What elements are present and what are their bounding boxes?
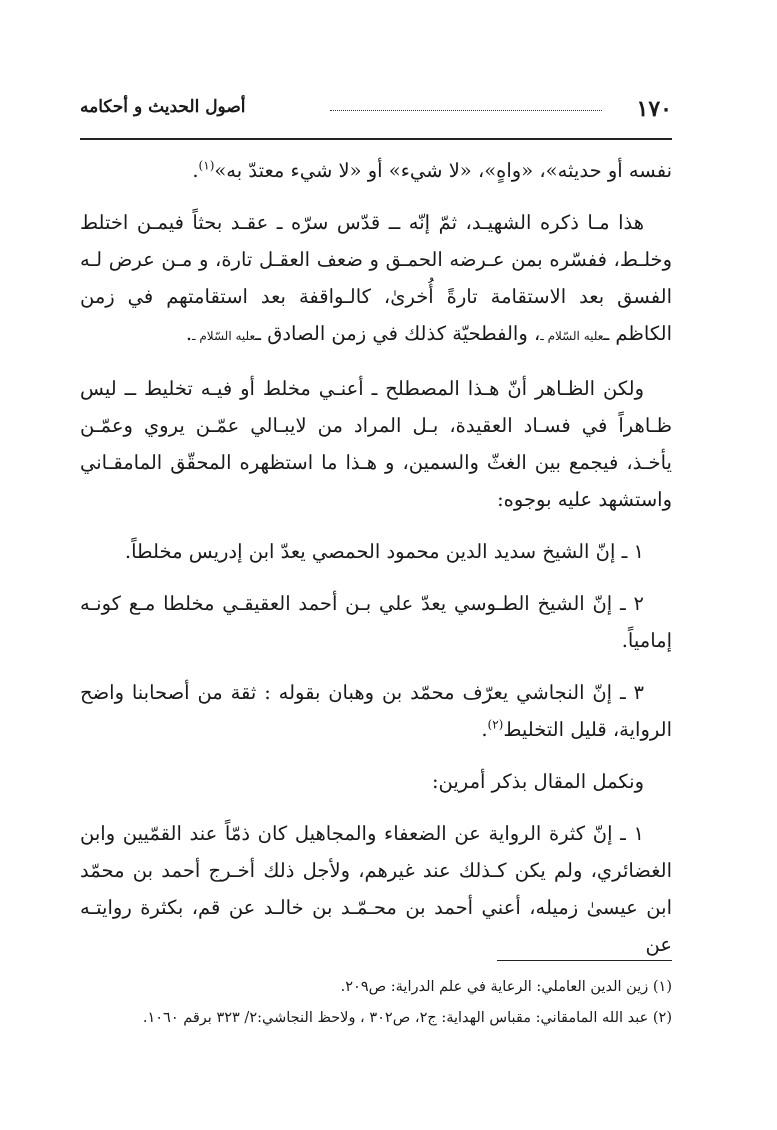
- footnote-rule: [497, 960, 672, 961]
- running-title: أصول الحديث و أحكامه: [80, 97, 246, 117]
- list-item-2: ٢ ـ إنّ الشيخ الطـوسي يعدّ علي بـن أحمد العقيقـي مخلطا مـع كونـه إمامياً.: [80, 592, 672, 652]
- footnotes: [80, 972, 672, 1034]
- footnote-marker-1[interactable]: (١): [198, 158, 215, 173]
- main-text: [80, 152, 672, 978]
- paragraph-3: ولكن الظـاهر أنّ هـذا المصطلح ـ أعنـي مخلط أو فيـه تخليط ــ ليس ظـاهراً في فسـاد العقيدة، بـل المراد من لايبـالي عمّـن يروي وعمّـن يأخـذ، فيجمع بين الغثّ والسمين، و هـذا ما استظهره المحقّق المامقـاني واستشهد عليه بوجوه:: [80, 377, 672, 511]
- paragraph-2-text: هذا مـا ذكره الشهيـد، ثمّ إنّه ــ قدّس سرّه ـ عقـد بحثاً فيمـن اختلط وخلـط، ففسّره بمن عـرضه الحمـق و ضعف العقـل تارة، و مـن عرض لـه الفسق بعد الاستقامة تارةً أُخرىٰ، كالـواقفة بعد استقامتهم في زمن الكاظم ـ: [80, 211, 672, 345]
- paragraph-5: ١ ـ إنّ كثرة الرواية عن الضعفاء والمجاهيل كان ذمّاً عند القمّيين وابن الغضائري، ولم يكن كـذلك عند غيرهم، ولأجل ذلك أخـرج أحمد بن محمّد ابن عيسىٰ زميله، أعني أحمد بن محـمّـد بن خالـد عن قم، بكثرة روايتـه عن: [80, 822, 672, 956]
- paragraph-2-middle: ، والفطحيّة كذلك في زمن الصادق ـ: [255, 322, 541, 345]
- footnote-1: (١) زين الدين العاملي: الرعاية في علم الدراية: ص٢٠٩.: [340, 979, 672, 995]
- list-item-3-text: ٣ ـ إنّ النجاشي يعرّف محمّد بن وهبان بقوله : ثقة من أصحابنا واضح الرواية، قليل التخليط: [80, 681, 672, 741]
- header-dotted-leader: [330, 110, 602, 111]
- list-item-3-tail: .: [481, 718, 488, 741]
- header-rule: [80, 138, 672, 140]
- list-item-3: [80, 674, 672, 748]
- list-item-1: ١ ـ إنّ الشيخ سديد الدين محمود الحمصي يعدّ ابن إدريس مخلطاً.: [124, 540, 644, 563]
- honorific-2: عليه السّلام ـ: [192, 329, 256, 343]
- paragraph-1: [80, 152, 672, 189]
- paragraph-1-text: نفسه أو حديثه»، «واهٍ»، «لا شيء» أو «لا شيء معتدّ به»: [214, 159, 672, 182]
- paragraph-2-tail: .: [185, 322, 193, 345]
- paragraph-2: [80, 204, 672, 355]
- page-number: ١٧٠: [636, 96, 672, 122]
- page-header: [80, 88, 672, 132]
- footnote-marker-2[interactable]: (٢): [487, 717, 504, 732]
- honorific-1: عليه السّلام ـ: [540, 329, 604, 343]
- footnote-2: (٢) عبد الله المامقاني: مقباس الهداية: ج٢، ص٣٠٢ ، ولاحظ النجاشي:٢/ ٣٢٣ برقم ١٠٦٠.: [142, 1010, 672, 1026]
- paragraph-4: ونكمل المقال بذكر أمرين:: [431, 770, 644, 793]
- paragraph-1-tail: .: [192, 159, 199, 182]
